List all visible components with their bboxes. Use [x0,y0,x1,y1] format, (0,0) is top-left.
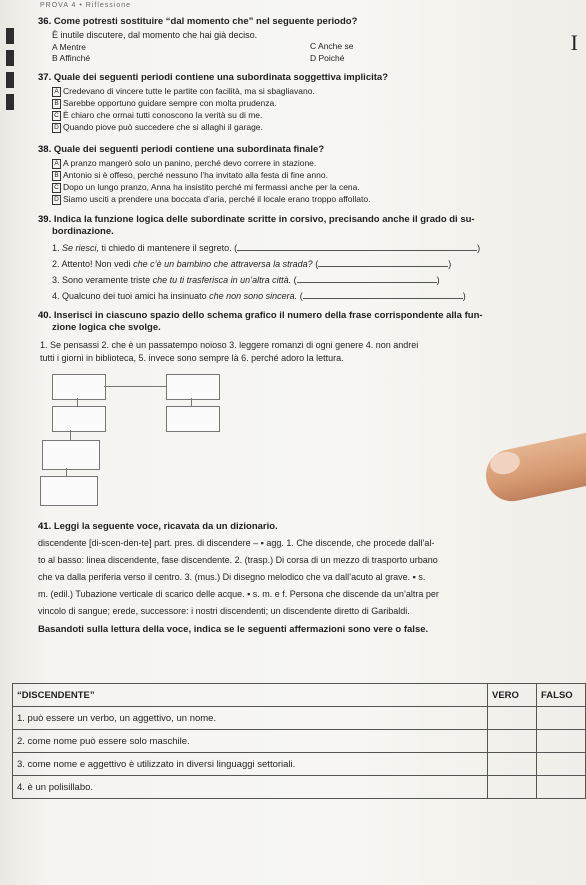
q40-title-cont: zione logica che svolge. [52,322,161,333]
falso-cell[interactable] [537,753,586,776]
statement: 2. come nome può essere solo maschile. [13,730,488,753]
table-row [13,707,586,730]
question-number: 38. [38,144,52,155]
question-title: Quale dei seguenti periodi contiene una subordinata soggettiva implicita? [53,72,388,83]
page-side-marks [0,22,22,132]
dictionary-entry-line-5: vincolo di sangue; erede, successore: i nostri discendenti; un discendente diretto di Garibaldi. [38,606,410,616]
q36-option-a[interactable]: A Mentre [52,42,87,52]
answer-blank[interactable] [303,298,463,299]
q36-option-b[interactable]: B Affinché [52,53,91,63]
schema-connector [191,398,192,406]
schema-connector [104,386,166,387]
option-letter-c: C [52,111,61,121]
dictionary-entry-line-2: to al basso: linea discendente, fase discendente. 2. (trasp.) Di corsa di un mezzo di trasporto urbano [38,555,438,565]
statement: 3. come nome e aggettivo è utilizzato in diversi linguaggi settoriali. [13,753,488,776]
q38-option-b[interactable]: B Antonio si è offeso, perché nessuno l’ha invitato alla festa di fine anno. [52,170,328,181]
q38-option-d[interactable]: D Siamo usciti a prendere una boccata d’aria, perché il locale erano troppo affollato. [52,194,370,205]
schema-connector [70,430,71,440]
question-number: 36. [38,16,52,27]
falso-cell[interactable] [537,707,586,730]
q36-option-c[interactable]: C Anche se [310,41,354,51]
question-number: 37. [38,72,52,83]
q39-title-cont: bordinazione. [52,226,114,237]
option-letter-d: D [52,123,61,133]
option-letter-d: D [52,195,61,205]
schema-box[interactable] [42,440,100,470]
answer-blank[interactable] [318,266,448,267]
option-letter-a: A [52,87,61,97]
question-title: Come potresti sostituire “dal momento che” nel seguente periodo? [53,16,358,27]
dictionary-entry-line-3: che va dalla periferia verso il centro. 3. (mus.) Di disegno melodico che va dall’acuto al grave. ▪ s. [38,572,426,582]
table-row [13,753,586,776]
question-38 [38,144,324,155]
question-41 [38,521,278,532]
q37-option-c[interactable]: C È chiaro che ormai tutti conoscono la verità su di me. [52,110,262,121]
dictionary-entry-line-4: m. (edil.) Tubazione verticale di scarico delle acque. ▪ s. m. e f. Persona che discende da un’altra per [38,589,439,599]
column-falso: FALSO [537,684,586,707]
vero-cell[interactable] [488,730,537,753]
statement: 4. è un polisillabo. [13,776,488,799]
schema-box[interactable] [166,406,220,432]
falso-cell[interactable] [537,776,586,799]
table-row [13,730,586,753]
q37-option-a[interactable]: A Credevano di vincere tutte le partite con facilità, ma si sbagliavano. [52,86,315,97]
page-edge-mark: I [570,30,578,55]
table-header-row [13,684,586,707]
q38-option-a[interactable]: A A pranzo mangerò solo un panino, perché devo correre in stazione. [52,158,316,169]
question-40 [38,310,483,321]
question-37 [38,72,388,83]
falso-cell[interactable] [537,730,586,753]
schema-connector [66,468,67,476]
q39-item-3: 3. Sono veramente triste che tu ti trasferisca in un’altra città. ( ) [52,275,440,285]
option-letter-c: C [52,183,61,193]
q41-instruction: Basandoti sulla lettura della voce, indica se le seguenti affermazioni sono vere o false. [38,624,429,635]
question-title: Quale dei seguenti periodi contiene una subordinata finale? [53,144,325,155]
answer-blank[interactable] [237,250,477,251]
answer-blank[interactable] [297,282,437,283]
q37-option-d[interactable]: D Quando piove può succedere che si allaghi il garage. [52,122,263,133]
question-number: 41. [38,521,52,532]
dictionary-entry-line-1: discendente [di-scen-den-te] part. pres. di discendere – ▪ agg. 1. Che discende, che procede dall’al- [38,538,435,548]
option-letter-b: B [52,99,61,109]
q39-item-4: 4. Qualcuno dei tuoi amici ha insinuato che non sono sincera. ( ) [52,291,466,301]
schema-box[interactable] [52,406,106,432]
statement: 1. può essere un verbo, un aggettivo, un nome. [13,707,488,730]
page-header: PROVA 4 • Riflessione [40,2,132,9]
schema-connector [77,398,78,406]
question-title: Indica la funzione logica delle subordinate scritte in corsivo, precisando anche il grado di su- [53,214,475,225]
vero-cell[interactable] [488,776,537,799]
question-number: 39. [38,214,52,225]
table-row [13,776,586,799]
question-title: Inserisci in ciascuno spazio dello schema grafico il numero della frase corrispondente alla fun- [53,310,483,321]
q40-sentence-line-2: tutti i giorni in biblioteca, 5. invece sono sempre là 6. perché adoro la lettura. [40,353,344,363]
q36-sentence: È inutile discutere, dal momento che hai già deciso. [52,30,258,40]
question-36 [38,16,357,27]
vero-cell[interactable] [488,707,537,730]
schema-box[interactable] [40,476,98,506]
vero-cell[interactable] [488,753,537,776]
option-letter-b: B [52,171,61,181]
true-false-table [12,683,586,799]
q39-item-1: 1. Se riesci, ti chiedo di mantenere il segreto. ( ) [52,243,481,253]
schema-box[interactable] [166,374,220,400]
column-vero: VERO [488,684,537,707]
question-title: Leggi la seguente voce, ricavata da un dizionario. [53,521,278,532]
option-letter-a: A [52,159,61,169]
q39-item-2: 2. Attento! Non vedi che c’è un bambino che attraversa la strada? ( ) [52,259,452,269]
q38-option-c[interactable]: C Dopo un lungo pranzo, Anna ha insistito perché mi fermassi anche per la cena. [52,182,360,193]
question-39 [38,214,475,225]
schema-box[interactable] [52,374,106,400]
table-head: “DISCENDENTE” [13,684,488,707]
question-number: 40. [38,310,52,321]
q40-sentence-line-1: 1. Se pensassi 2. che è un passatempo noioso 3. leggere romanzi di ogni genere 4. non andrei [40,340,419,350]
q37-option-b[interactable]: B Sarebbe opportuno guidare sempre con molta prudenza. [52,98,277,109]
q36-option-d[interactable]: D Poiché [310,53,345,63]
